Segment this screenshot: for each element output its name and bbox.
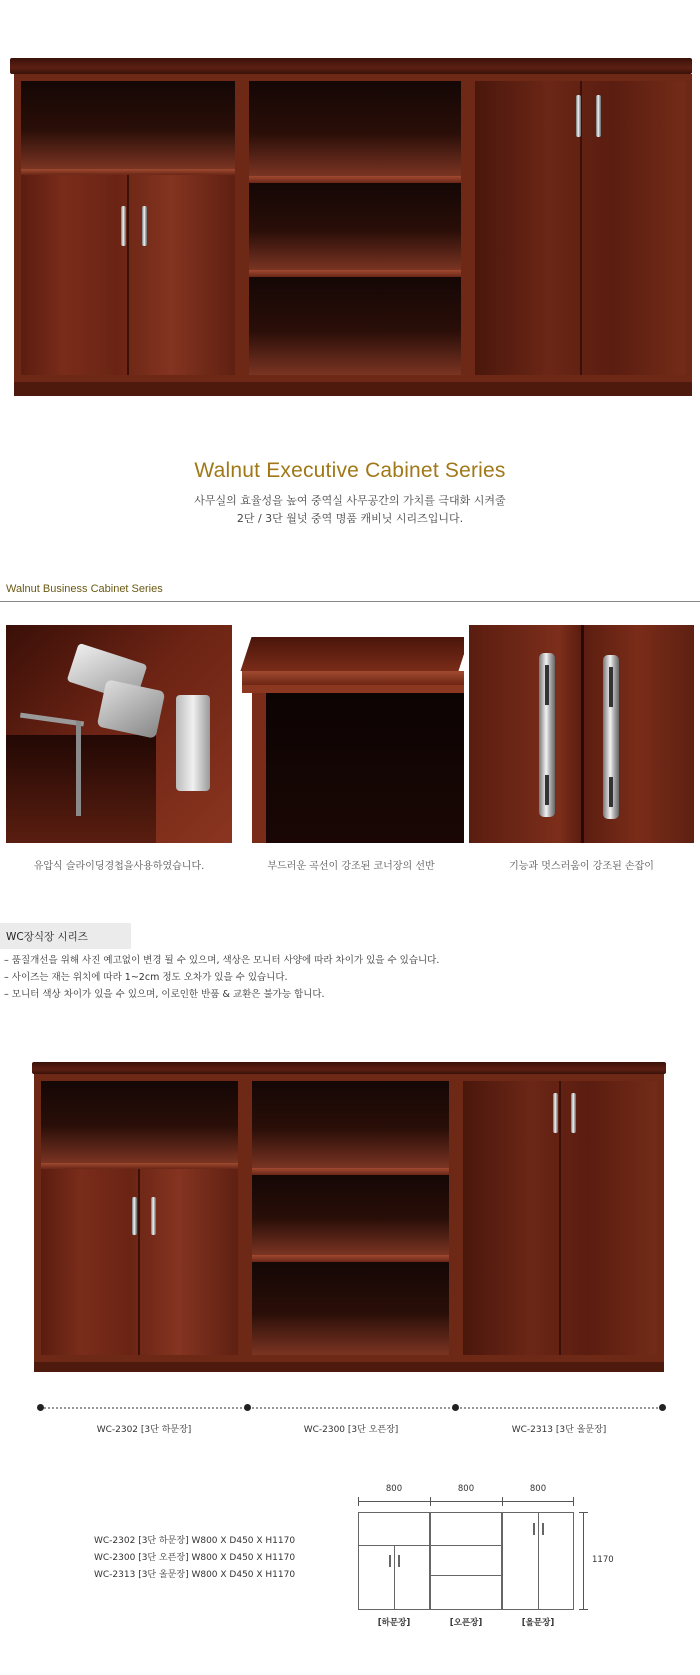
product-cabinet-image [32,1062,666,1372]
width-label: 800 [457,1484,475,1494]
section-wc-label: WC장식장 시리즈 [6,931,88,943]
width-label: 800 [529,1484,547,1494]
detail-photo-hinge [6,625,232,843]
hero-desc-line1: 사무실의 효율성을 높여 중역실 사무공간의 가치를 극대화 시켜줄 [194,494,506,507]
note-item: – 모니터 색상 차이가 있을 수 있으며, 이로인한 반품 & 교환은 불가능 합니다. [4,989,325,1000]
hero-cabinet-image [10,58,692,396]
spec-item: WC-2313 [3단 올문장] W800 X D450 X H1170 [94,1570,296,1580]
hero-desc-line2: 2단 / 3단 월넛 중역 명품 캐비닛 시리즈입니다. [236,512,464,525]
type-label: [하문장] [377,1618,411,1628]
section-divider [0,601,700,602]
model-label-2313: WC-2313 [3단 올문장] [511,1425,607,1435]
dimension-diagram [358,1484,598,1624]
caption-handle: 기능과 멋스러움이 강조된 손잡이 [509,861,654,872]
cabinet-right-unit [468,74,692,382]
cabinet-left-unit [14,74,242,382]
section-business-label: Walnut Business Cabinet Series [6,583,163,595]
caption-shelf: 부드러운 곡선이 강조된 코너장의 선반 [267,861,435,872]
model-dot [37,1404,44,1411]
model-label-2302: WC-2302 [3단 하문장] [96,1425,192,1435]
type-label: [올문장] [521,1618,555,1628]
model-dot [244,1404,251,1411]
model-label-2300: WC-2300 [3단 오픈장] [303,1425,399,1435]
spec-item: WC-2300 [3단 오픈장] W800 X D450 X H1170 [94,1553,296,1563]
detail-photo-shelf [238,625,464,843]
model-dotted-line [40,1407,662,1409]
note-item: – 품질개선을 위해 사진 예고없이 변경 될 수 있으며, 색상은 모니터 사양에 따라 차이가 있을 수 있습니다. [4,955,440,966]
notes-list [4,952,694,1003]
hero-description [0,492,700,528]
note-item: – 사이즈는 재는 위치에 따라 1~2cm 정도 오차가 있을 수 있습니다. [4,972,288,983]
detail-photo-handle [469,625,694,843]
cabinet-2300 [245,1074,456,1362]
type-label: [오픈장] [449,1618,483,1628]
cabinet-top [10,58,692,74]
model-dot [659,1404,666,1411]
hero-title: Walnut Executive Cabinet Series [194,459,506,482]
cabinet-2302 [34,1074,245,1362]
cabinet-middle-unit [242,74,468,382]
caption-hinge: 유압식 슬라이딩경첩을사용하였습니다. [33,861,205,872]
height-label: 1170 [592,1555,614,1565]
spec-list [94,1533,295,1584]
width-label: 800 [385,1484,403,1494]
spec-item: WC-2302 [3단 하문장] W800 X D450 X H1170 [94,1536,296,1546]
model-dot [452,1404,459,1411]
cabinet-2313 [456,1074,664,1362]
